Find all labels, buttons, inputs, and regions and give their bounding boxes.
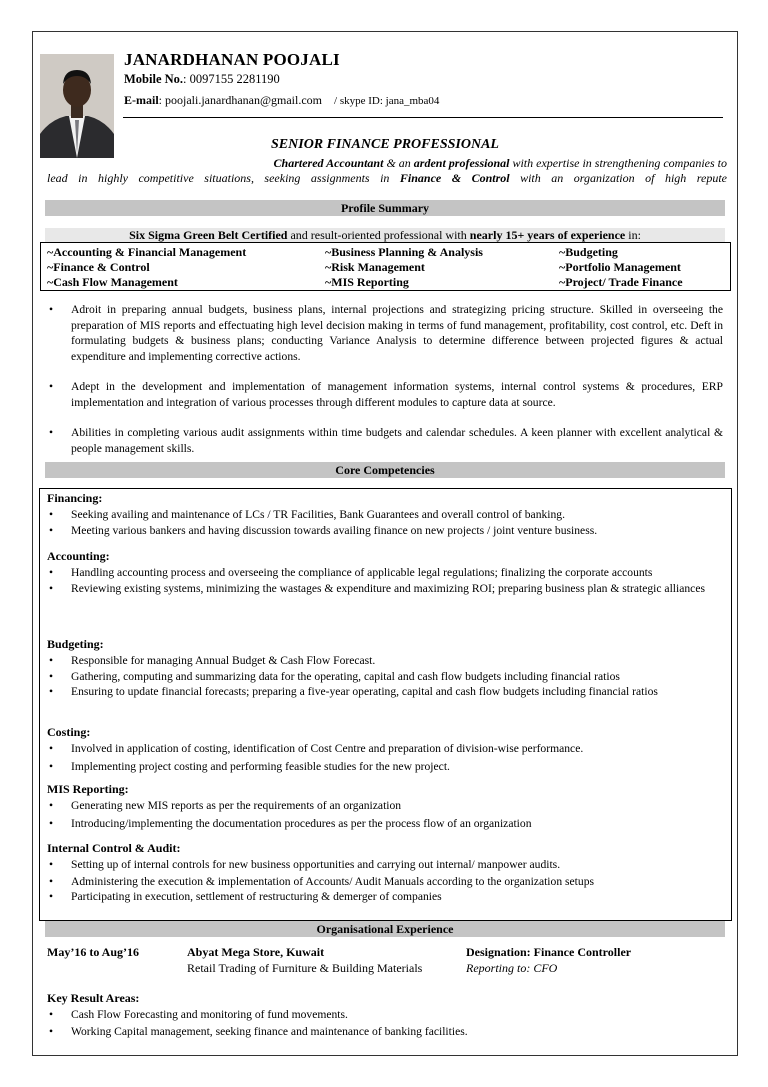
summary-text: & an bbox=[383, 156, 414, 170]
reporting-to: Reporting to: CFO bbox=[466, 961, 558, 975]
skill-item: ~Accounting & Financial Management bbox=[47, 245, 247, 259]
competency-heading: Budgeting: bbox=[47, 637, 104, 651]
mobile-label: Mobile No. bbox=[124, 72, 184, 86]
competency-item: • Seeking availing and maintenance of LCs / TR Facilities, Bank Guarantees and overall control of banking. bbox=[47, 507, 723, 523]
profile-bullets bbox=[47, 302, 723, 456]
competency-list bbox=[47, 798, 723, 831]
employment-period: May’16 to Aug’16 bbox=[47, 945, 139, 959]
competency-item: • Setting up of internal controls for new business opportunities and carrying out internal/ manpower audits. bbox=[47, 857, 723, 873]
competency-heading: Accounting: bbox=[47, 549, 110, 563]
core-competencies-heading: Core Competencies bbox=[45, 462, 725, 478]
competency-list bbox=[47, 653, 723, 700]
profile-bullet: • Abilities in completing various audit assignments within time budgets and calendar schedules. A keen planner with excellent analytical & people management skills. bbox=[47, 425, 723, 456]
competency-heading: Financing: bbox=[47, 491, 103, 505]
summary-text: with expertise in strengthening companies to bbox=[509, 156, 727, 170]
competency-item: • Responsible for managing Annual Budget & Cash Flow Forecast. bbox=[47, 653, 723, 669]
candidate-name: JANARDHANAN POOJALI bbox=[124, 50, 340, 69]
email-line bbox=[124, 93, 439, 108]
six-sigma-line bbox=[45, 228, 725, 243]
core-competencies-box bbox=[39, 488, 732, 921]
competency-item: • Ensuring to update financial forecasts; preparing a five-year operating, capital and cash flow budgets including financial ratios bbox=[47, 684, 723, 700]
summary-bold-ca: Chartered Accountant bbox=[273, 156, 384, 170]
competency-heading: MIS Reporting: bbox=[47, 782, 129, 796]
competency-item: • Gathering, computing and summarizing data for the operating, capital and cash flow budgets including financial ratios bbox=[47, 669, 723, 685]
six-sigma-text: and result-oriented professional with bbox=[287, 228, 470, 242]
email-value[interactable]: : poojali.janardhanan@gmail.com bbox=[158, 93, 323, 107]
competency-item: • Involved in application of costing, identification of Cost Centre and preparation of division-wise performance. bbox=[47, 741, 723, 757]
summary-bold-ardent: ardent professional bbox=[413, 156, 510, 170]
organisational-experience-heading: Organisational Experience bbox=[45, 921, 725, 937]
skill-item: ~Risk Management bbox=[325, 260, 425, 274]
resume-page bbox=[32, 31, 738, 1056]
competency-item: • Reviewing existing systems, minimizing the wastages & expenditure and maximizing ROI; preparing business plan & strategic alliances bbox=[47, 581, 723, 597]
competency-item: • Introducing/implementing the documentation procedures as per the process flow of an organization bbox=[47, 816, 723, 832]
skill-item: ~Project/ Trade Finance bbox=[559, 275, 683, 289]
skill-item: ~Business Planning & Analysis bbox=[325, 245, 483, 259]
kra-heading: Key Result Areas: bbox=[47, 991, 140, 1005]
competency-item: • Administering the execution & implementation of Accounts/ Audit Manuals according to the organization setups bbox=[47, 874, 723, 890]
competency-list bbox=[47, 507, 723, 538]
experience-years-bold: nearly 15+ years of experience bbox=[469, 228, 626, 242]
competency-item: • Handling accounting process and overseeing the compliance of applicable legal regulations; finalizing the corporate accounts bbox=[47, 565, 723, 581]
competency-item: • Generating new MIS reports as per the requirements of an organization bbox=[47, 798, 723, 814]
six-sigma-text: in: bbox=[625, 228, 641, 242]
summary-line-2 bbox=[47, 171, 727, 186]
summary-text: with an organization of high repute bbox=[509, 171, 727, 185]
six-sigma-bold: Six Sigma Green Belt Certified bbox=[129, 228, 288, 242]
header-divider bbox=[123, 117, 723, 118]
profile-summary-heading: Profile Summary bbox=[45, 200, 725, 216]
company-name: Abyat Mega Store, Kuwait bbox=[187, 945, 325, 959]
competency-item: • Implementing project costing and performing feasible studies for the new project. bbox=[47, 759, 723, 775]
kra-list bbox=[47, 1007, 723, 1039]
competency-item: • Meeting various bankers and having discussion towards availing finance on new projects / joint venture business. bbox=[47, 523, 723, 539]
summary-bold-finance: Finance & Control bbox=[399, 171, 510, 185]
profile-bullet: • Adroit in preparing annual budgets, business plans, internal projections and strategizing pricing structure. Skilled in overseeing the preparation of MIS reports and effectuating high level decision making in terms of fund management, profitability, cost control, etc. Deft in formulating budgets & business plans; conducting Variance Analysis to determine difference between projected figures & actual expenditure and implementing corrective actions. bbox=[47, 302, 723, 364]
mobile-value: : 0097155 2281190 bbox=[183, 72, 280, 86]
competency-list bbox=[47, 741, 723, 774]
competency-list bbox=[47, 857, 723, 905]
skype-id: / skype ID: jana_mba04 bbox=[334, 95, 440, 107]
designation: Designation: Finance Controller bbox=[466, 945, 632, 959]
mobile-line bbox=[124, 72, 280, 87]
company-business: Retail Trading of Furniture & Building Materials bbox=[187, 961, 423, 975]
skill-item: ~Cash Flow Management bbox=[47, 275, 178, 289]
competency-item: • Participating in execution, settlement of restructuring & demerger of companies bbox=[47, 889, 723, 905]
summary-line-1 bbox=[47, 156, 727, 171]
competency-heading: Costing: bbox=[47, 725, 91, 739]
skill-item: ~Portfolio Management bbox=[559, 260, 681, 274]
skill-item: ~Finance & Control bbox=[47, 260, 150, 274]
competency-list bbox=[47, 565, 723, 596]
summary-text: lead in highly competitive situations, seeking assignments in bbox=[47, 171, 400, 185]
kra-item: • Working Capital management, seeking finance and maintenance of banking facilities. bbox=[47, 1024, 723, 1040]
email-label: E-mail bbox=[124, 93, 159, 107]
professional-headline: SENIOR FINANCE PROFESSIONAL bbox=[271, 137, 499, 152]
kra-item: • Cash Flow Forecasting and monitoring of fund movements. bbox=[47, 1007, 723, 1023]
skill-item: ~Budgeting bbox=[559, 245, 618, 259]
skill-item: ~MIS Reporting bbox=[325, 275, 409, 289]
competency-heading: Internal Control & Audit: bbox=[47, 841, 181, 855]
profile-bullet: • Adept in the development and implementation of management information systems, internal control systems & procedures, ERP implementation and integration of various processes through different modules to capture data at source. bbox=[47, 379, 723, 410]
skills-grid bbox=[40, 242, 731, 291]
